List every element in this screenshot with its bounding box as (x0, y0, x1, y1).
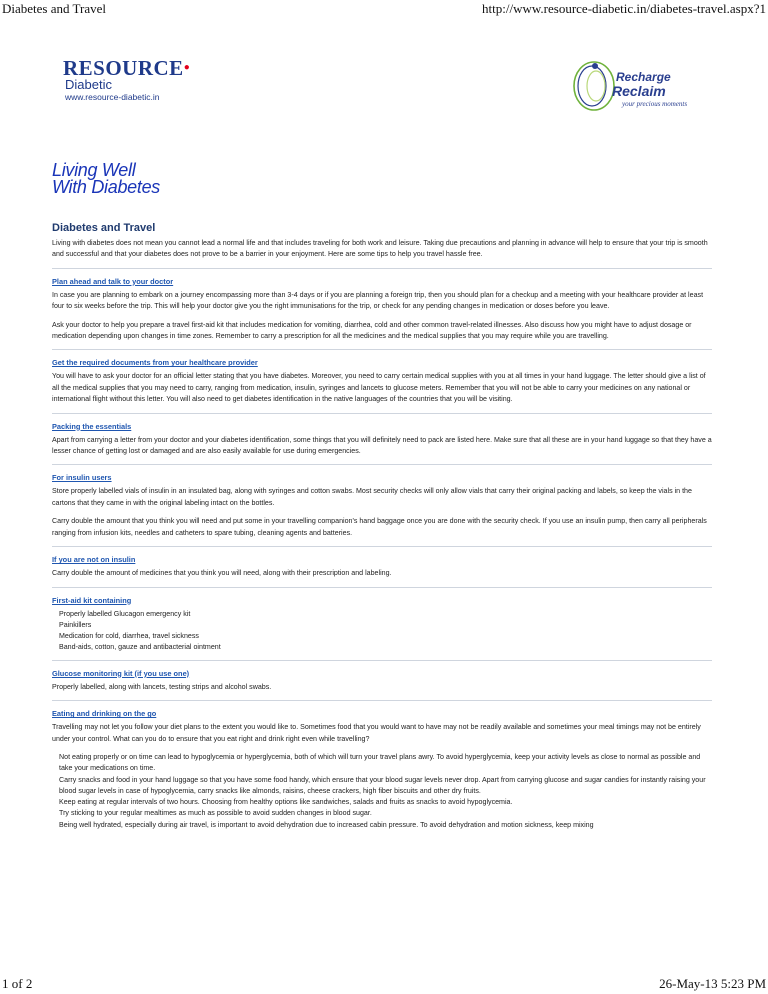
hero-line-2: With Diabetes (52, 177, 160, 197)
list-item: Keep eating at regular intervals of two hours. Choosing from healthy options like sandwiches, salads and fruits as snacks to avoid hypoglycemia. (59, 798, 513, 807)
divider (52, 413, 712, 414)
registered-mark-icon: ● (183, 62, 191, 73)
list-item: Painkillers (59, 620, 92, 629)
section-heading: Eating and drinking on the go (52, 709, 157, 719)
divider (52, 700, 712, 701)
section-heading: If you are not on insulin (52, 555, 136, 565)
logo-sub: Diabetic (65, 77, 112, 92)
print-datetime: 26-May-13 5:23 PM (659, 976, 766, 991)
logo-brand: RESOURCE (63, 56, 184, 80)
divider (52, 464, 712, 465)
divider (52, 268, 712, 269)
article-title: Diabetes and Travel (52, 222, 156, 234)
print-footer (0, 974, 768, 992)
list-item: Carry snacks and food in your hand luggage so that you have some food handy, which ensure that your blood sugar levels never drop. Apart from carrying glucose and sugar candies for instantly raising your blood sugar levels in case of hypoglycemia, carry snacks like almonds, raisins, cheese crackers, high fiber biscuits and other dry fruits. (59, 775, 706, 795)
print-header-title: Diabetes and Travel (2, 1, 106, 16)
section-paragraph: Travelling may not let you follow your diet plans to the extent you would like to. Sometimes food that you would want to have may not be readily available and sometimes your meal timings may not be entirely under your control. What can you do to ensure that you eat right and drink right even while travelling? (52, 723, 701, 743)
section-paragraph: Carry double the amount that you think you will need and put some in your travelling companion's hand baggage once you are done with the security check. If you use an insulin pump, then carry all peripherals ranging from infusion kits, needles and catheters to spare tubing, cleaning agents and batteries. (52, 517, 707, 537)
hero-heading (52, 162, 160, 196)
section-heading: For insulin users (52, 473, 112, 483)
list-item: Try sticking to your regular mealtimes as much as possible to avoid sudden changes in blood sugar. (59, 809, 372, 818)
article (52, 222, 712, 837)
logo-tagline: your precious moments (622, 100, 688, 108)
section-paragraph: In case you are planning to embark on a journey encompassing more than 3-4 days or if you are planning a foreign trip, then you should plan for a checkup and a meeting with your healthcare provider at least four to six weeks before the trip. This will help your doctor give you the right immunisations for the trip, or check for any pending changes in medication or doses before you leave. (52, 290, 704, 311)
divider (52, 349, 712, 350)
list-item: Properly labelled Glucagon emergency kit (59, 609, 191, 618)
first-aid-list (52, 609, 712, 654)
logo-reclaim-text: Reclaim (612, 83, 666, 99)
list-item: Being well hydrated, especially during air travel, is important to avoid dehydration due to increased cabin pressure. To avoid dehydration and motion sickness, keep mixing (59, 820, 594, 829)
resource-diabetic-logo[interactable] (63, 56, 191, 102)
section-heading: Glucose monitoring kit (if you use one) (52, 668, 190, 678)
hero-line-1: Living Well (52, 160, 136, 180)
eating-tips-list (52, 752, 712, 831)
article-intro: Living with diabetes does not mean you cannot lead a normal life and that includes traveling for both work and leisure. Taking due precautions and planning in advance will help to ensure that your trip is smooth and successful and that your diabetes does not prove to be a barrier in your enjoyment. Here are some tips to help you travel hassle free. (52, 239, 708, 259)
logo-url: www.resource-diabetic.in (65, 92, 160, 102)
section-heading: Plan ahead and talk to your doctor (52, 276, 174, 286)
section-paragraph: Carry double the amount of medicines that you think you will need, along with their prescription and labeling. (52, 569, 392, 578)
recharge-reclaim-logo (568, 56, 708, 114)
section-paragraph: You will have to ask your doctor for an official letter stating that you have diabetes. Moreover, you need to carry certain medical supplies with you at all times in your hand luggage. The letter should give a list of all the medical supplies that you may need to carry, ranging from medication, insulin, syringes and lancets to glucose meters. Remember that you will not be able to carry your medicines on any national or international flight without this letter. You will also need to get diabetes identification in the native languages of the countries that you will be visiting. (52, 372, 706, 404)
logo-recharge-text: Recharge (616, 70, 671, 84)
section-heading: Packing the essentials (52, 421, 132, 431)
divider (52, 546, 712, 547)
page-number: 1 of 2 (2, 976, 33, 991)
section-paragraph: Store properly labelled vials of insulin in an insulated bag, along with syringes and cotton swabs. Most security checks will only allow vials that carry their original packing and labels, so keep the vials in the cartons that they came in with the original labeling intact on the bottles. (52, 487, 692, 507)
section-paragraph: Apart from carrying a letter from your doctor and your diabetes identification, some things that you will definitely need to pack are listed here. Make sure that all these are in your hand luggage so that they have a lesser chance of getting lost or damaged and are also easily available for use during emergencies. (52, 435, 712, 456)
divider (52, 660, 712, 661)
print-header-url: http://www.resource-diabetic.in/diabetes-travel.aspx?1 (482, 1, 766, 16)
list-item: Medication for cold, diarrhea, travel sickness (59, 632, 199, 641)
list-item: Band-aids, cotton, gauze and antibacterial ointment (59, 643, 221, 652)
print-header (0, 0, 768, 16)
section-heading: Get the required documents from your healthcare provider (52, 358, 258, 368)
divider (52, 587, 712, 588)
list-item: Not eating properly or on time can lead to hypoglycemia or hyperglycemia, both of which will turn your travel plans awry. To avoid hyperglycemia, keep your activity levels as close to normal as possible and take your medications on time. (59, 752, 701, 773)
section-paragraph: Ask your doctor to help you prepare a travel first-aid kit that includes medication for vomiting, diarrhea, cold and other common travel-related illnesses. Also discuss how you might have to adjust dosage or medication depending upon changes in time zones. Remember to carry a prescription for all the medicines and the medical supplies that you may require while you are travelling. (52, 320, 692, 341)
section-heading: First-aid kit containing (52, 595, 132, 605)
section-paragraph: Properly labelled, along with lancets, testing strips and alcohol swabs. (52, 682, 272, 691)
